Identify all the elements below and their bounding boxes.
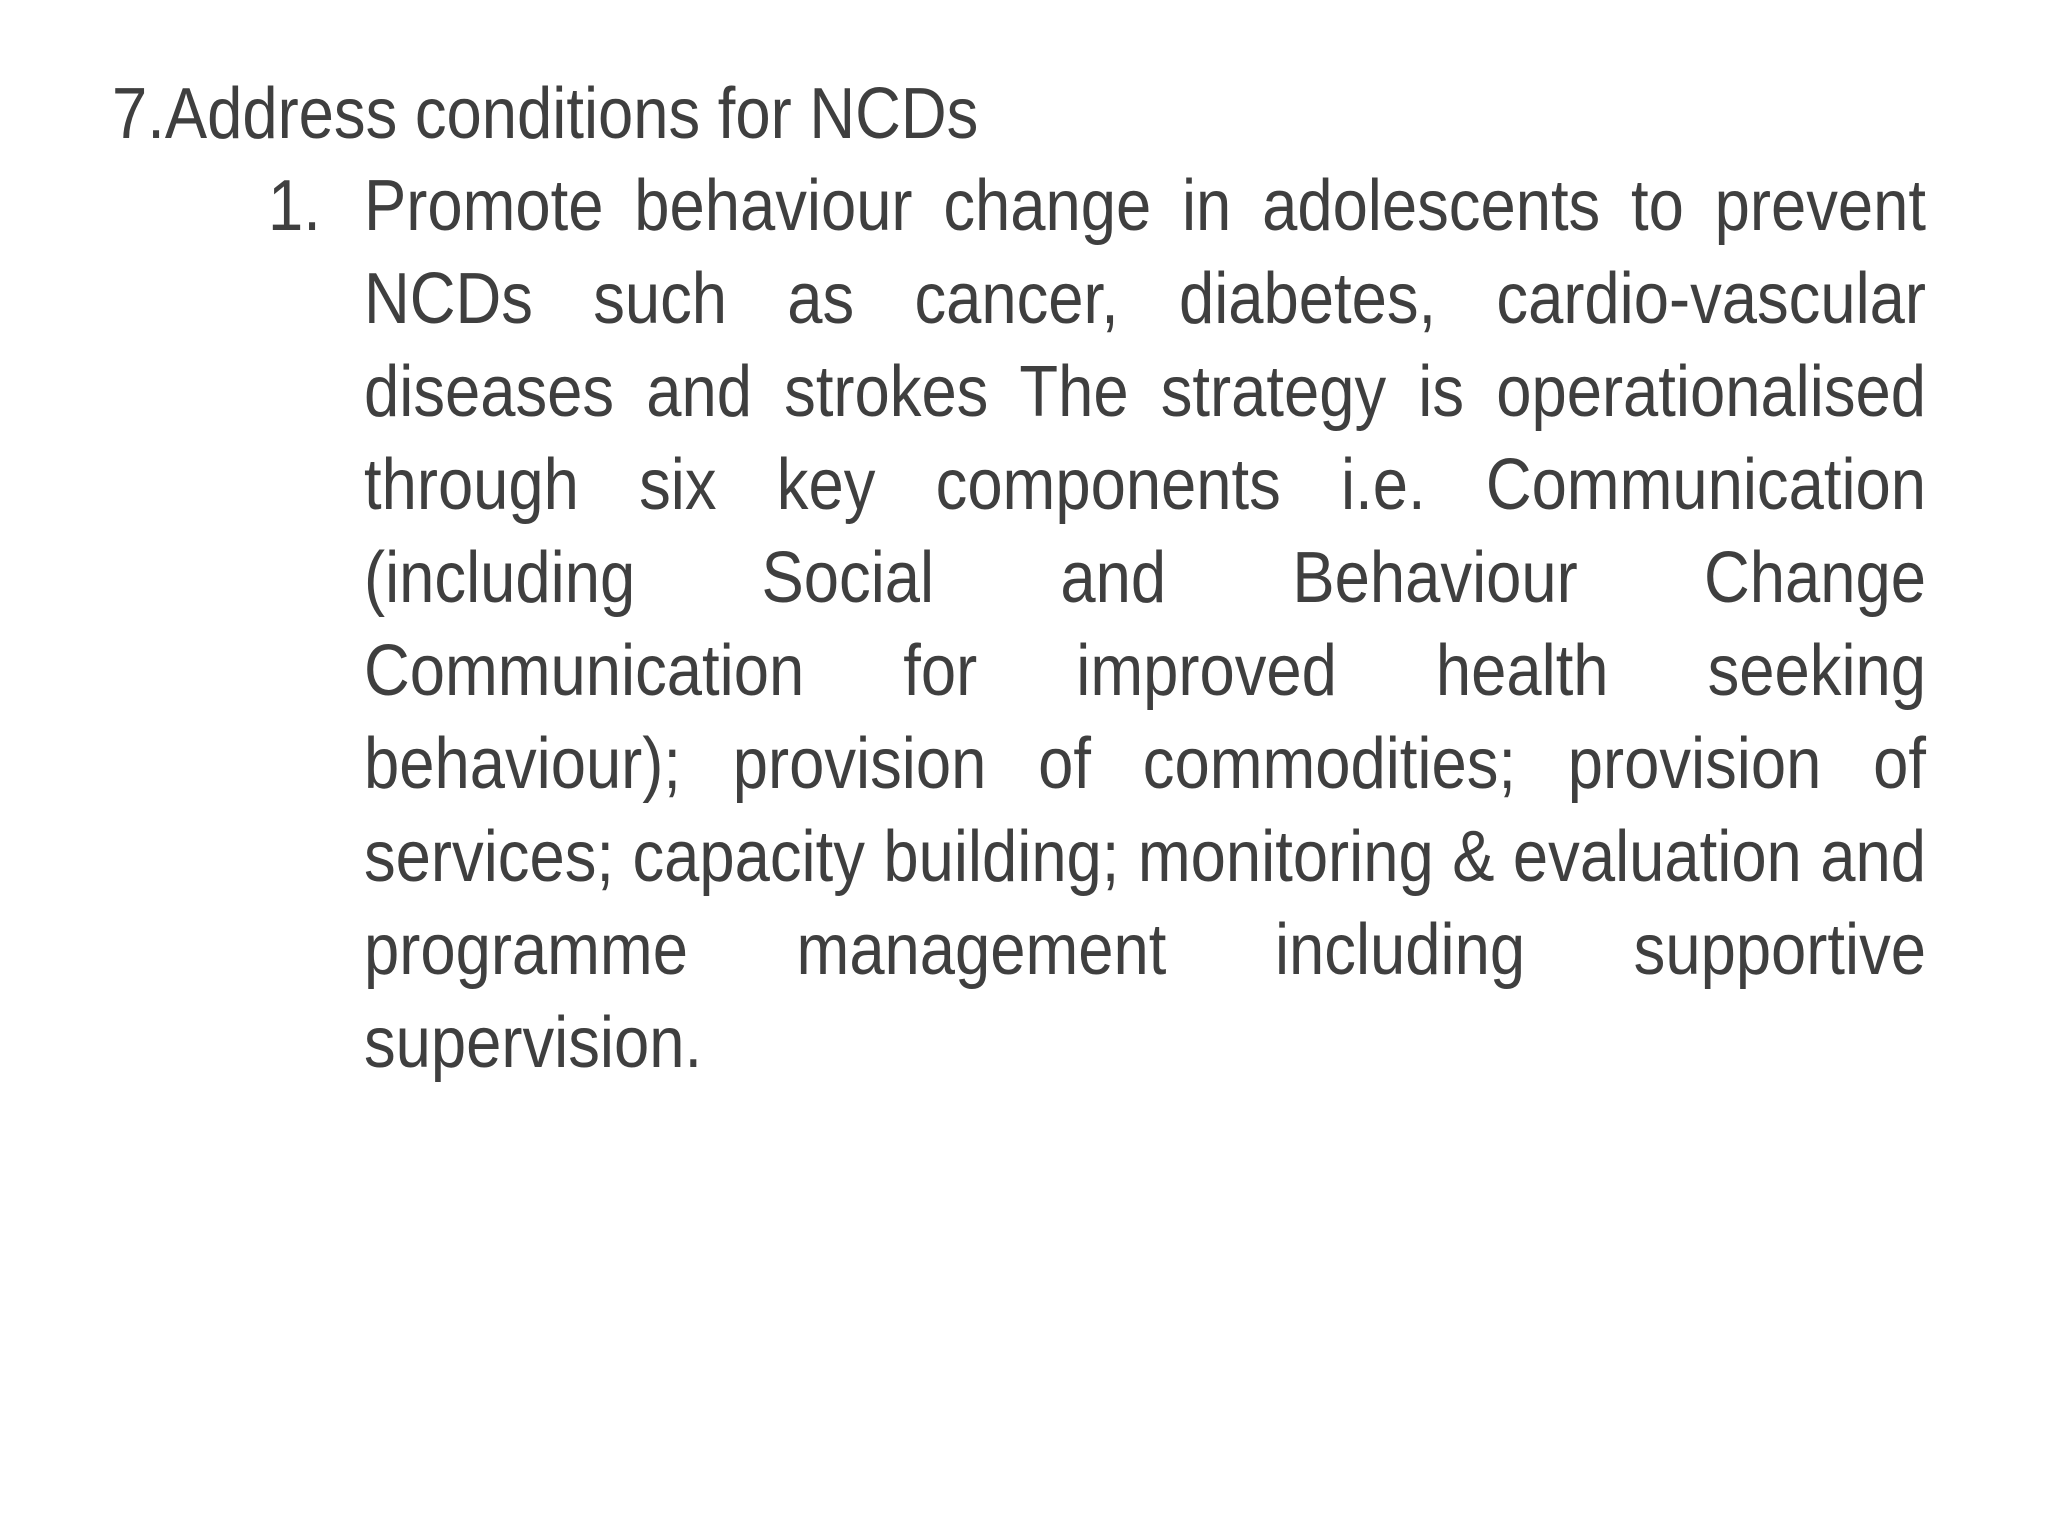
list-item-number: 1. bbox=[268, 166, 321, 246]
numbered-list bbox=[268, 160, 1926, 1090]
list-item bbox=[268, 160, 1926, 1090]
list-item-body bbox=[364, 160, 1926, 1090]
slide-heading: 7.Address conditions for NCDs bbox=[112, 74, 979, 154]
list-item-text: Promote behaviour change in adolescents to prevent NCDs such as cancer, diabetes, cardio-vascular diseases and strokes The strategy is operationalised through six key components i.e. Communication (including Social and Behaviour Change Communication for improved health seeking behaviour); provision of commodities; provision of services; capacity building; monitoring & evaluation and programme management including supportive supervision. bbox=[364, 166, 1926, 1083]
